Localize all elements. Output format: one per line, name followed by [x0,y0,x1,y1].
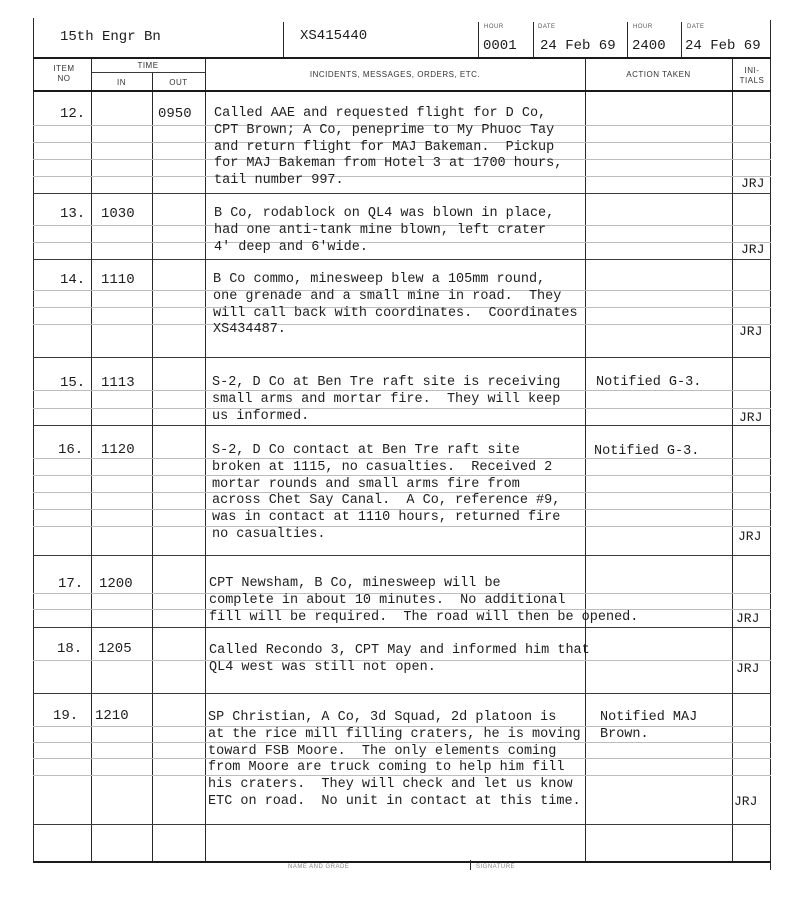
initials: JRJ [736,611,760,626]
entry-text: SP Christian, A Co, 3d Squad, 2d platoon is at the rice mill filling craters, he is moving toward FSB Moore. The only elements coming from Moore are truck coming to help him fill his craters. They will check and let us know ETC on road. No unit in contact at this time. [208,710,581,809]
col-item-no: ITEM NO [53,64,75,83]
item-number: 17. [58,576,84,592]
from-hour: 0001 [483,38,517,54]
initials: JRJ [734,794,758,809]
col-initials: INI- TIALS [739,66,765,85]
item-number: 15. [60,375,86,391]
entry-text: B Co, rodablock on QL4 was blown in place, had one anti-tank mine blown, left crater 4' deep and 6'wide. [214,206,555,255]
col-action: ACTION TAKEN [626,70,691,79]
col-divider-in [152,72,153,862]
to-hour-label: HOUR [633,24,653,30]
hdr-bottom-line [33,57,771,59]
action-taken: Notified G-3. [596,375,702,390]
colhdr-bottom-line [33,90,771,92]
initials: JRJ [739,410,763,425]
item-number: 12. [60,106,86,122]
from-date-label: DATE [538,24,556,30]
item-number: 13. [60,206,86,222]
col-time: TIME [137,61,159,70]
from-hour-label: HOUR [484,24,504,30]
initials: JRJ [741,176,765,191]
item-number: 19. [53,708,79,724]
entry-text: Called AAE and requested flight for D Co, CPT Brown; A Co, peneprime to My Phuoc Tay and return flight for MAJ Bakeman. Pickup for MAJ Bakeman from Hotel 3 at 1700 hours, tail number 997. [214,106,563,189]
item-number: 18. [57,641,83,657]
footer-divider [470,860,471,870]
time-in: 1205 [98,641,132,657]
entry-text: S-2, D Co contact at Ben Tre raft site broken at 1115, no casualties. Received 2 mortar rounds and small arms fire from across Chet Say Canal. A Co, reference #9, was in contact at 1110 hours, returned fire no casualties. [212,443,561,542]
time-in: 1113 [101,375,135,391]
entry-text: CPT Newsham, B Co, minesweep will be complete in about 10 minutes. No additional fill will be required. The road will then be opened. [209,576,639,625]
form-bottom-line [33,861,771,863]
time-in: 1110 [101,272,135,288]
form-left-border [33,18,34,862]
col-time-out: OUT [169,78,188,87]
action-taken: Notified MAJ Brown. [600,710,698,742]
hdr-divider-3 [533,22,534,58]
col-time-in: IN [117,78,126,87]
entry-text: S-2, D Co at Ben Tre raft site is receiving small arms and mortar fire. They will keep us informed. [212,375,561,424]
time-in: 1200 [99,576,133,592]
entry-text: Called Recondo 3, CPT May and informed him that QL4 west was still not open. [209,643,590,675]
time-in: 1120 [101,442,135,458]
location-grid: XS415440 [300,28,368,44]
hdr-divider-1 [283,22,284,58]
entry-text: B Co commo, minesweep blew a 105mm round, one grenade and a small mine in road. They will call back with coordinates. Coordinates XS434487. [213,272,578,338]
hdr-divider-5 [681,22,682,58]
time-subhdr-line [91,72,205,73]
from-date: 24 Feb 69 [540,38,616,54]
hdr-divider-2 [478,22,479,58]
item-number: 16. [58,442,84,458]
footer-signature-stub: SIGNATURE [476,864,516,870]
to-date-label: DATE [687,24,705,30]
initials: JRJ [741,242,765,257]
time-out: 0950 [158,106,192,122]
footer-name-stub: NAME AND GRADE [288,864,350,870]
initials: JRJ [739,324,763,339]
time-in: 1030 [101,206,135,222]
unit-name: 15th Engr Bn [60,29,161,45]
action-taken: Notified G-3. [594,444,700,459]
item-number: 14. [60,272,86,288]
hdr-divider-4 [627,22,628,58]
to-date: 24 Feb 69 [685,38,761,54]
to-hour: 2400 [632,38,666,54]
col-incidents: INCIDENTS, MESSAGES, ORDERS, ETC. [309,70,481,79]
initials: JRJ [736,661,760,676]
time-in: 1210 [95,708,129,724]
initials: JRJ [738,529,762,544]
